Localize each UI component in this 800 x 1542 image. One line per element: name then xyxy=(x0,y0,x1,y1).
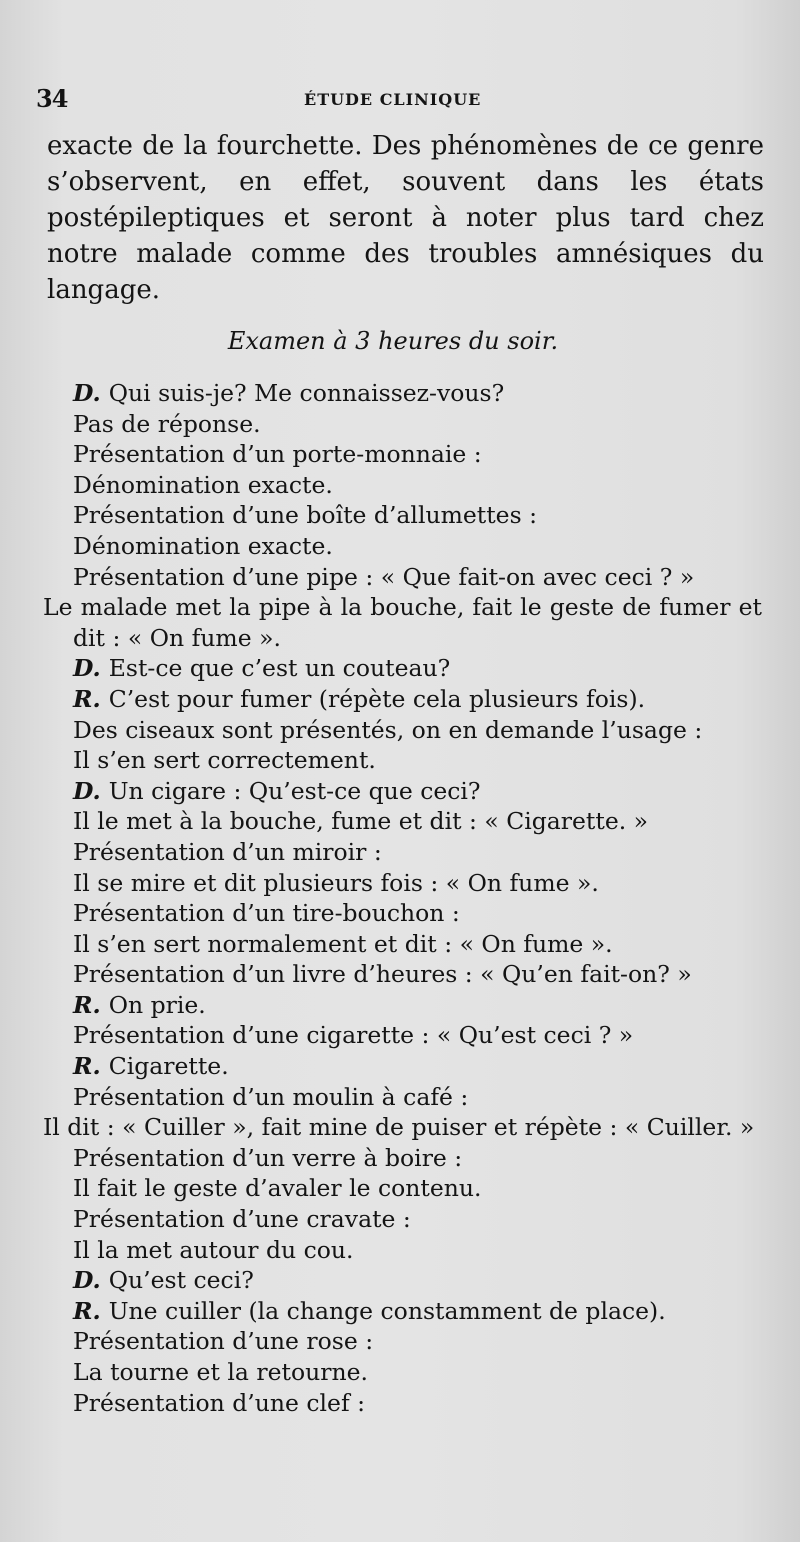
transcript-line xyxy=(73,1143,800,1174)
transcript-line xyxy=(73,898,800,929)
line-text: Il s’en sert normalement et dit : « On fume ». xyxy=(73,929,613,958)
transcript-line xyxy=(73,1173,800,1204)
line-text: Il la met autour du cou. xyxy=(73,1235,354,1264)
speaker-label: D. xyxy=(73,1266,101,1295)
speaker-label: D. xyxy=(73,776,101,805)
section-heading: Examen à 3 heures du soir. xyxy=(227,327,559,355)
page-number: 34 xyxy=(36,84,68,113)
line-text: Un cigare : Qu’est-ce que ceci? xyxy=(108,776,481,805)
line-text: Présentation d’un moulin à café : xyxy=(73,1082,469,1111)
line-text: C’est pour fumer (répète cela plusieurs fois). xyxy=(108,684,646,713)
transcript-line xyxy=(73,439,800,470)
line-text: Présentation d’un porte-monnaie : xyxy=(73,440,482,469)
line-text: Qu’est ceci? xyxy=(108,1266,254,1295)
transcript-line xyxy=(73,1388,800,1419)
transcript-line xyxy=(73,1357,800,1388)
line-text: Présentation d’une clef : xyxy=(73,1388,366,1417)
transcript-line xyxy=(73,500,800,531)
transcript-line xyxy=(73,653,800,684)
transcript-line xyxy=(73,1235,800,1266)
transcript-line xyxy=(73,990,800,1021)
interview-transcript xyxy=(0,378,800,1418)
line-text: Présentation d’une boîte d’allumettes : xyxy=(73,501,538,530)
line-text: Dénomination exacte. xyxy=(73,531,333,560)
line-text: Il fait le geste d’avaler le contenu. xyxy=(73,1174,482,1203)
speaker-label: R. xyxy=(73,990,101,1019)
line-text: Présentation d’une rose : xyxy=(73,1327,374,1356)
transcript-line xyxy=(73,929,800,960)
transcript-line xyxy=(73,1265,800,1296)
line-text: Présentation d’une pipe : « Que fait-on avec ceci ? » xyxy=(73,562,695,591)
speaker-label: D. xyxy=(73,379,101,407)
page-body xyxy=(0,128,800,1418)
transcript-line xyxy=(73,378,800,409)
line-text: Il dit : « Cuiller », fait mine de puiser et répète : « Cuiller. » xyxy=(43,1113,755,1142)
line-text: Cigarette. xyxy=(108,1052,229,1081)
line-text: Présentation d’un miroir : xyxy=(73,837,382,866)
line-text: Qui suis-je? Me connaissez-vous? xyxy=(108,379,505,407)
line-text: Présentation d’un tire-bouchon : xyxy=(73,899,460,928)
line-text: Est-ce que c’est un couteau? xyxy=(108,654,451,683)
transcript-line xyxy=(73,745,800,776)
transcript-line xyxy=(73,1204,800,1235)
line-text: Pas de réponse. xyxy=(73,409,261,438)
line-text: Présentation d’une cigarette : « Qu’est ceci ? » xyxy=(73,1021,634,1050)
line-text: Il le met à la bouche, fume et dit : « Cigarette. » xyxy=(73,807,649,836)
transcript-line xyxy=(73,868,800,899)
transcript-line xyxy=(43,592,800,653)
speaker-label: R. xyxy=(73,684,101,713)
transcript-line xyxy=(73,837,800,868)
transcript-line xyxy=(73,1296,800,1327)
transcript-line xyxy=(73,531,800,562)
transcript-line xyxy=(73,562,800,593)
transcript-line xyxy=(73,1082,800,1113)
line-text: Une cuiller (la change constamment de place). xyxy=(108,1296,666,1325)
transcript-line xyxy=(73,715,800,746)
transcript-line xyxy=(73,776,800,807)
line-text: Des ciseaux sont présentés, on en demande l’usage : xyxy=(73,715,703,744)
transcript-line xyxy=(73,1326,800,1357)
opening-paragraph: exacte de la fourchette. Des phénomènes de ce genre s’observent, en effet, souvent dans les états postépileptiques et seront à noter plus tard chez notre malade comme des troubles amnésiques du langage. xyxy=(47,131,764,305)
speaker-label: R. xyxy=(73,1296,101,1325)
line-text: Il s’en sert correctement. xyxy=(73,746,376,775)
line-text: Il se mire et dit plusieurs fois : « On fume ». xyxy=(73,868,599,897)
speaker-label: D. xyxy=(73,654,101,683)
transcript-line xyxy=(73,1051,800,1082)
line-text: On prie. xyxy=(108,990,206,1019)
transcript-line xyxy=(73,409,800,440)
line-text: La tourne et la retourne. xyxy=(73,1358,368,1386)
line-text: Présentation d’un livre d’heures : « Qu’en fait-on? » xyxy=(73,960,692,989)
running-title: ÉTUDE CLINIQUE xyxy=(304,90,482,109)
transcript-line xyxy=(73,959,800,990)
transcript-line xyxy=(73,470,800,501)
line-text: Présentation d’un verre à boire : xyxy=(73,1143,463,1172)
line-text: Le malade met la pipe à la bouche, fait le geste de fumer et dit : « On fume ». xyxy=(43,593,762,652)
speaker-label: R. xyxy=(73,1052,101,1081)
transcript-line xyxy=(43,1112,800,1143)
page-header xyxy=(36,84,736,114)
line-text: Présentation d’une cravate : xyxy=(73,1205,411,1234)
line-text: Dénomination exacte. xyxy=(73,470,333,499)
transcript-line xyxy=(73,1020,800,1051)
transcript-line xyxy=(73,806,800,837)
transcript-line xyxy=(73,684,800,715)
